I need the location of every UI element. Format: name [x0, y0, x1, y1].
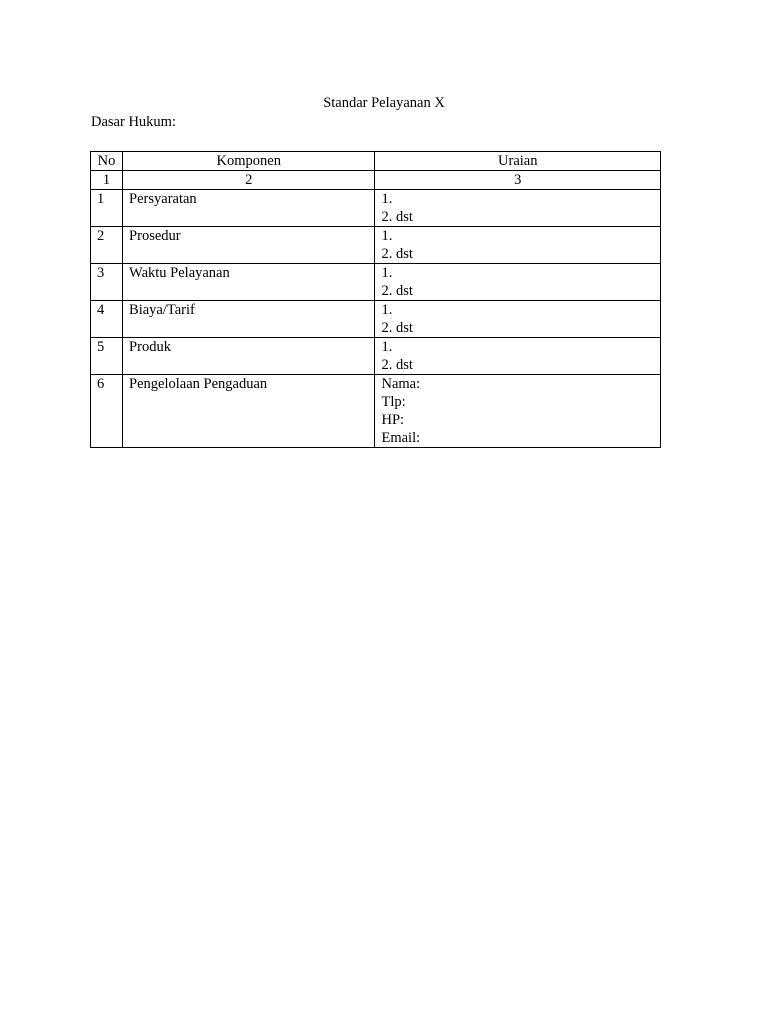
uraian-line: 2. dst [381, 357, 413, 373]
table-row [91, 375, 661, 448]
uraian-line: 1. [381, 302, 393, 318]
row-komponen: Pengelolaan Pengaduan [123, 375, 375, 448]
row-uraian [375, 301, 661, 338]
row-no: 1 [91, 190, 123, 227]
row-no: 6 [91, 375, 123, 448]
row-no: 3 [91, 264, 123, 301]
row-no: 4 [91, 301, 123, 338]
uraian-line: HP: [381, 412, 405, 428]
row-komponen: Biaya/Tarif [123, 301, 375, 338]
row-uraian [375, 264, 661, 301]
uraian-line: 1. [381, 265, 393, 281]
row-uraian [375, 190, 661, 227]
legal-basis-label: Dasar Hukum: [91, 114, 176, 130]
row-komponen: Waktu Pelayanan [123, 264, 375, 301]
uraian-line: 2. dst [381, 283, 413, 299]
column-number-uraian: 3 [375, 171, 661, 190]
uraian-line: 2. dst [381, 209, 413, 225]
column-number-no: 1 [91, 171, 123, 190]
row-uraian [375, 338, 661, 375]
row-uraian [375, 375, 661, 448]
table-header-row [91, 152, 661, 171]
uraian-line: 2. dst [381, 246, 413, 262]
uraian-line: Email: [381, 430, 421, 446]
table-row [91, 227, 661, 264]
column-number-row [91, 171, 661, 190]
row-komponen: Prosedur [123, 227, 375, 264]
table-row [91, 301, 661, 338]
uraian-line: 2. dst [381, 320, 413, 336]
uraian-line: 1. [381, 228, 393, 244]
row-no: 2 [91, 227, 123, 264]
column-number-komponen: 2 [123, 171, 375, 190]
table-row [91, 338, 661, 375]
service-standard-table [90, 151, 661, 448]
header-komponen: Komponen [123, 152, 375, 171]
uraian-line: 1. [381, 339, 393, 355]
row-komponen: Persyaratan [123, 190, 375, 227]
row-no: 5 [91, 338, 123, 375]
row-komponen: Produk [123, 338, 375, 375]
table-row [91, 264, 661, 301]
header-no: No [91, 152, 123, 171]
header-uraian: Uraian [375, 152, 661, 171]
row-uraian [375, 227, 661, 264]
uraian-line: Tlp: [381, 394, 406, 410]
uraian-line: 1. [381, 191, 393, 207]
page-title: Standar Pelayanan X [323, 95, 445, 111]
uraian-line: Nama: [381, 376, 421, 392]
table-row [91, 190, 661, 227]
